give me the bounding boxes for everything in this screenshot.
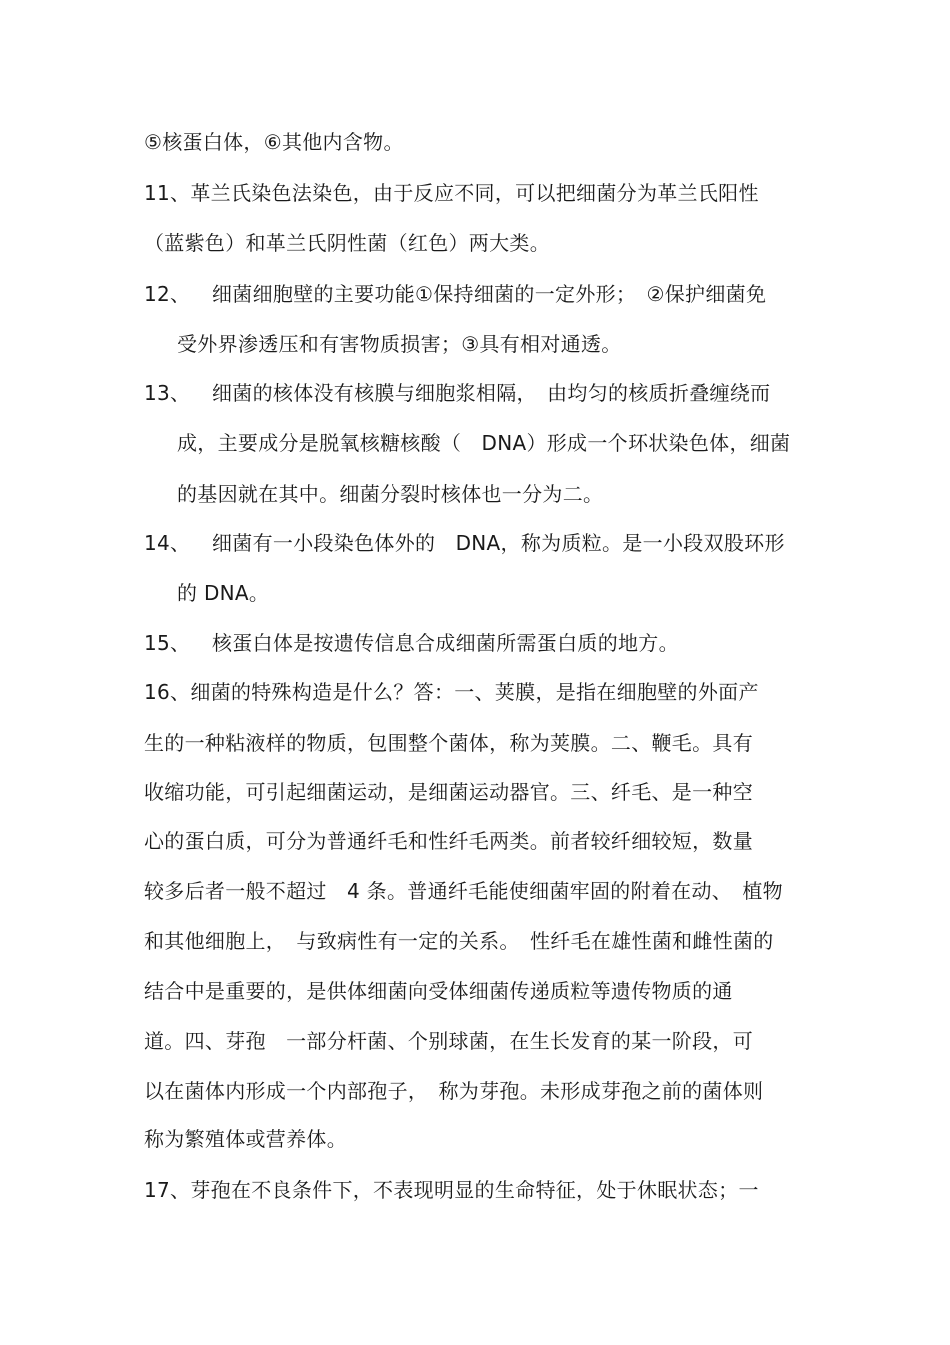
- text-line: 收缩功能，可引起细菌运动，是细菌运动器官。三、纤毛、是一种空: [144, 780, 753, 804]
- text-line: 11、革兰氏染色法染色，由于反应不同，可以把细菌分为革兰氏阳性: [144, 181, 759, 205]
- text-line: 细菌细胞壁的主要功能①保持细菌的一定外形； ②保护细菌免: [212, 282, 767, 306]
- text-line: 成，主要成分是脱氧核糖核酸（ DNA）形成一个环状染色体，细菌: [177, 431, 791, 455]
- text-line: 结合中是重要的，是供体细菌向受体细菌传递质粒等遗传物质的通: [144, 979, 733, 1003]
- text-line: 的 DNA。: [177, 581, 270, 605]
- text-line: 受外界渗透压和有害物质损害；③具有相对通透。: [177, 332, 622, 356]
- text-line: 核蛋白体是按遗传信息合成细菌所需蛋白质的地方。: [212, 631, 679, 655]
- item-number: 13、: [144, 381, 191, 405]
- text-line: 道。四、芽孢 一部分杆菌、个别球菌，在生长发育的某一阶段，可: [144, 1029, 753, 1053]
- text-line: 以在菌体内形成一个内部孢子， 称为芽孢。未形成芽孢之前的菌体则: [144, 1079, 764, 1103]
- text-line: （蓝紫色）和革兰氏阴性菌（红色）两大类。: [144, 231, 550, 255]
- item-number: 12、: [144, 282, 191, 306]
- item-number: 14、: [144, 531, 191, 555]
- item-number: 15、: [144, 631, 191, 655]
- text-line: 的基因就在其中。细菌分裂时核体也一分为二。: [177, 482, 604, 506]
- text-line: 心的蛋白质，可分为普通纤毛和性纤毛两类。前者较纤细较短，数量: [144, 829, 753, 853]
- text-line: ⑤核蛋白体，⑥其他内含物。: [144, 130, 404, 154]
- text-line: 细菌有一小段染色体外的 DNA，称为质粒。是一小段双股环形: [212, 531, 785, 555]
- text-line: 和其他细胞上， 与致病性有一定的关系。 性纤毛在雄性菌和雌性菌的: [144, 929, 774, 953]
- text-line: 较多后者一般不超过 4 条。普通纤毛能使细菌牢固的附着在动、 植物: [144, 879, 783, 903]
- text-line: 生的一种粘液样的物质，包围整个菌体，称为荚膜。二、鞭毛。具有: [144, 731, 753, 755]
- text-line: 称为繁殖体或营养体。: [144, 1127, 347, 1151]
- text-line: 16、细菌的特殊构造是什么？答：一、荚膜，是指在细胞壁的外面产: [144, 680, 759, 704]
- text-line: 17、芽孢在不良条件下，不表现明显的生命特征，处于休眠状态；一: [144, 1178, 759, 1202]
- text-line: 细菌的核体没有核膜与细胞浆相隔， 由均匀的核质折叠缠绕而: [212, 381, 771, 405]
